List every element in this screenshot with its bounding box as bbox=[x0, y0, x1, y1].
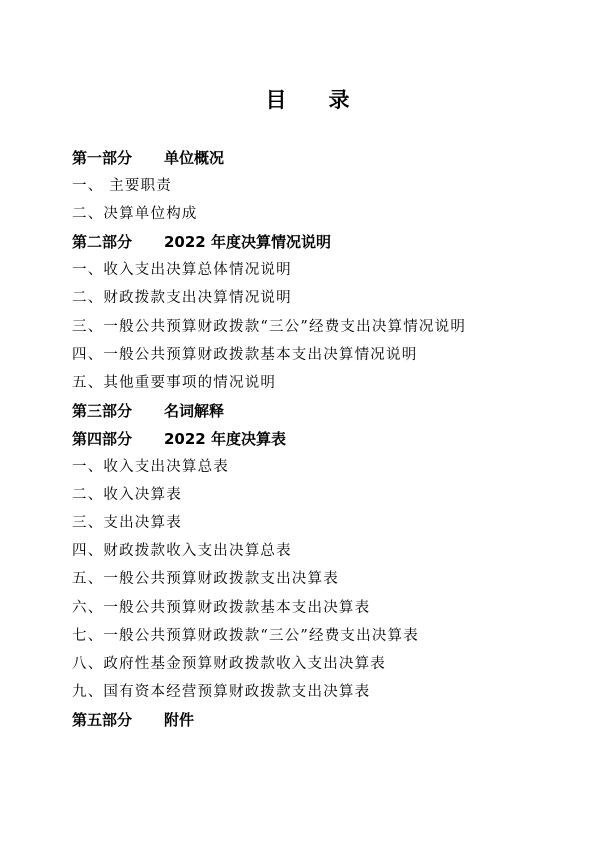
toc-item: 四、财政拨款收入支出决算总表 bbox=[72, 543, 292, 560]
table-of-contents bbox=[72, 144, 592, 734]
toc-item: 二、收入决算表 bbox=[72, 487, 182, 504]
toc-item: 一、收入支出决算总体情况说明 bbox=[72, 262, 292, 279]
toc-item: 一、 主要职责 bbox=[72, 178, 173, 195]
toc-item: 四、一般公共预算财政拨款基本支出决算情况说明 bbox=[72, 346, 418, 363]
toc-item: 一、收入支出决算总表 bbox=[72, 459, 229, 476]
toc-part-number: 第二部分 bbox=[72, 233, 133, 252]
toc-item: 七、一般公共预算财政拨款“三公”经费支出决算表 bbox=[72, 627, 419, 644]
toc-part-label: 2022 年度决算情况说明 bbox=[164, 233, 331, 252]
page-title bbox=[0, 86, 615, 114]
toc-item: 五、一般公共预算财政拨款支出决算表 bbox=[72, 571, 339, 588]
toc-part-4 bbox=[72, 425, 592, 453]
toc-item: 二、财政拨款支出决算情况说明 bbox=[72, 290, 292, 307]
page-title-left: 目 bbox=[265, 88, 287, 112]
toc-item: 八、政府性基金预算财政拨款收入支出决算表 bbox=[72, 655, 386, 672]
toc-item: 五、其他重要事项的情况说明 bbox=[72, 374, 277, 391]
page-title-right: 录 bbox=[328, 88, 350, 112]
toc-part-label: 2022 年度决算表 bbox=[164, 429, 286, 448]
toc-part-number: 第四部分 bbox=[72, 429, 133, 448]
toc-item: 三、支出决算表 bbox=[72, 515, 182, 532]
toc-item: 三、一般公共预算财政拨款“三公”经费支出决算情况说明 bbox=[72, 318, 467, 335]
toc-part-3 bbox=[72, 397, 592, 425]
toc-part-label: 附件 bbox=[164, 710, 195, 729]
toc-part-number: 第一部分 bbox=[72, 149, 133, 167]
toc-part-2 bbox=[72, 228, 592, 256]
toc-part-number: 第三部分 bbox=[72, 401, 133, 420]
toc-item: 九、国有资本经营预算财政拨款支出决算表 bbox=[72, 683, 371, 700]
toc-part-number: 第五部分 bbox=[72, 710, 133, 729]
toc-part-1 bbox=[72, 144, 592, 172]
toc-part-label: 单位概况 bbox=[164, 149, 225, 167]
toc-part-label: 名词解释 bbox=[164, 401, 225, 420]
toc-item: 二、决算单位构成 bbox=[72, 206, 198, 223]
toc-part-5 bbox=[72, 706, 592, 734]
toc-item: 六、一般公共预算财政拨款基本支出决算表 bbox=[72, 599, 371, 616]
